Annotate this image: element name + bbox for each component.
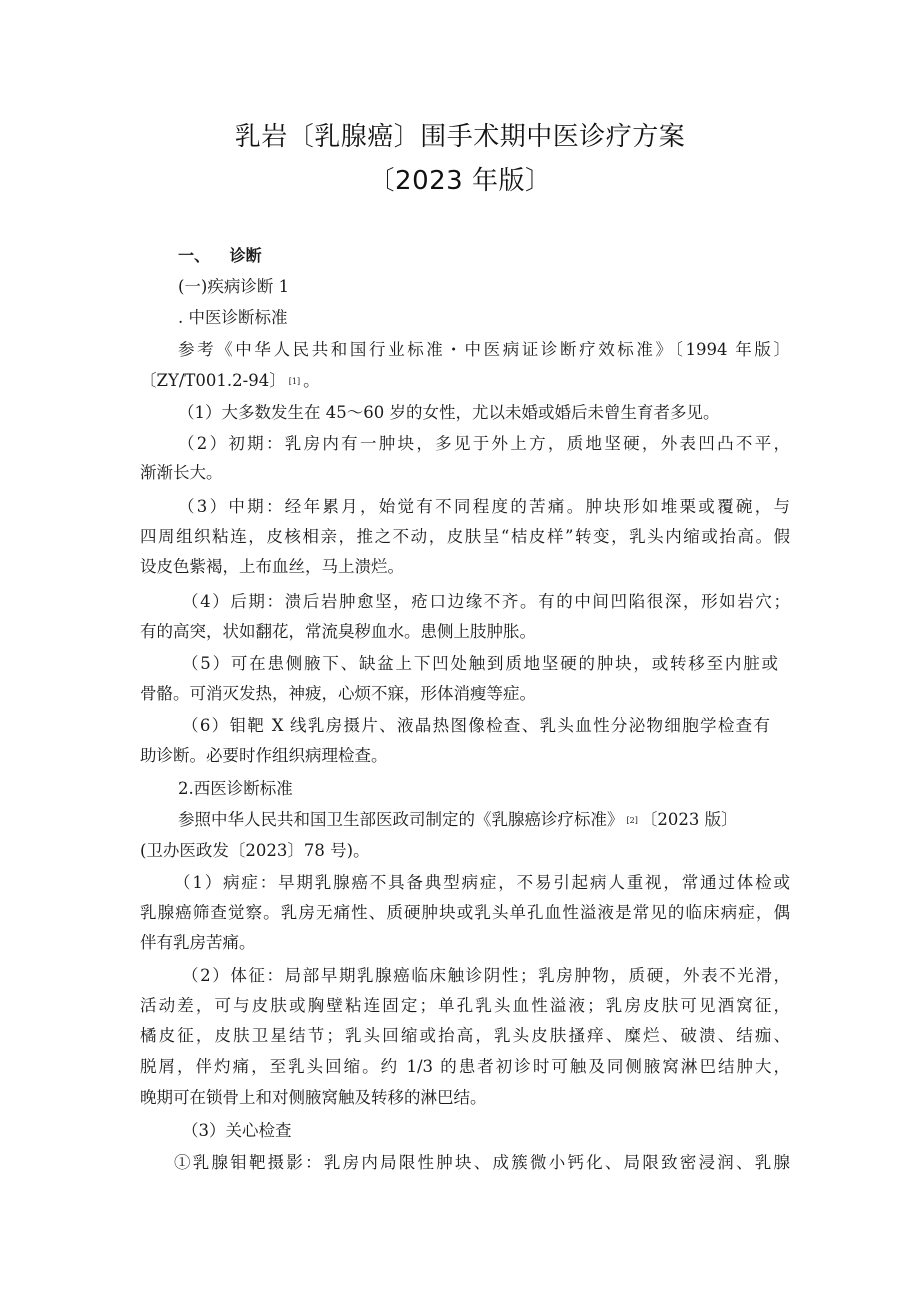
section-heading-diagnosis: [178, 246, 828, 266]
document-subtitle: 〔2023 年版〕: [368, 166, 552, 196]
tcm-reference-end: 。: [303, 371, 320, 390]
western-item-1-line-3: 伴有乳房苦痛。: [140, 933, 256, 952]
western-item-2-line-5: 晚期可在锁骨上和对侧腋窝触及转移的淋巴结。: [140, 1088, 487, 1107]
western-reference-text: 参照中华人民共和国卫生部医政司制定的《乳腺癌诊疗标准》: [178, 810, 624, 829]
document-title: 乳岩〔乳腺癌〕围手术期中医诊疗方案: [234, 122, 686, 152]
tcm-item-3-line-2: 四周组织粘连，皮核相亲，推之不动，皮肤呈“桔皮样”转变，乳头内缩或抬高。假: [140, 527, 790, 546]
western-reference-edition: 〔2023 版〕: [640, 810, 738, 829]
western-item-1-line-1: （1）病症：早期乳腺癌不具备典型病症，不易引起病人重视，常通过体检或: [174, 873, 790, 892]
citation-mark: [1]: [288, 377, 301, 386]
tcm-item-2-line-2: 渐渐长大。: [140, 463, 223, 482]
tcm-item-5-line-2: 骨骼。可消灭发热，神疲，心烦不寐，形体消瘦等症。: [140, 684, 536, 703]
tcm-item-6-line-1: （6）钼靶 X 线乳房摄片、液晶热图像检查、乳头血性分泌物细胞学检查有: [182, 716, 770, 735]
western-item-3: （3）关心检查: [182, 1121, 292, 1140]
subsection-tcm-standard: . 中医诊断标准: [178, 308, 288, 327]
western-item-1-line-2: 乳腺癌筛查觉察。乳房无痛性、质硬肿块或乳头单孔血性溢液是常见的临床病症，偶: [140, 903, 790, 922]
tcm-item-3-line-1: （3）中期：经年累月，始觉有不同程度的苦痛。肿块形如堆栗或覆碗，与: [178, 497, 790, 516]
western-item-2-line-4: 脱屑，伴灼痛，至乳头回缩。约 1/3 的患者初诊时可触及同侧腋窝淋巴结肿大，: [140, 1057, 790, 1076]
tcm-item-2-line-1: （2）初期：乳房内有一肿块，多见于外上方，质地坚硬，外表凹凸不平，: [178, 434, 790, 453]
western-item-3-1: ①乳腺钼靶摄影：乳房内局限性肿块、成簇微小钙化、局限致密浸润、乳腺: [174, 1153, 790, 1172]
tcm-reference-code-text: 〔ZY/T001.2-94〕: [140, 371, 286, 390]
western-reference-code: (卫办医政发〔2023〕78 号)。: [140, 841, 370, 860]
citation-mark: [2]: [626, 816, 638, 825]
tcm-item-5-line-1: （5）可在患侧腋下、缺盆上下凹处触到质地坚硬的肿块，或转移至内脏或: [182, 654, 778, 673]
tcm-reference-line: 参考《中华人民共和国行业标准・中医病证诊断疗效标准》〔1994 年版〕: [178, 340, 790, 359]
tcm-item-4-line-2: 有的高突，状如翻花，常流臭秽血水。患侧上肢肿胀。: [140, 622, 536, 641]
western-reference-line: [178, 810, 790, 831]
tcm-item-3-line-3: 设皮色紫褐，上布血丝，马上溃烂。: [140, 557, 404, 576]
western-item-2-line-1: （2）体征：局部早期乳腺癌临床触诊阴性；乳房肿物，质硬，外表不光滑，: [182, 966, 790, 985]
tcm-item-1: （1）大多数发生在 45～60 岁的女性，尤以未婚或婚后未曾生育者多见。: [178, 403, 720, 422]
tcm-reference-code: [140, 371, 790, 392]
western-item-2-line-2: 活动差，可与皮肤或胸壁粘连固定；单孔乳头血性溢液；乳房皮肤可见酒窝征，: [140, 996, 790, 1015]
section-number: 一、: [178, 246, 211, 265]
tcm-item-6-line-2: 助诊断。必要时作组织病理检查。: [140, 746, 388, 765]
subsection-disease-diagnosis: (一)疾病诊断 1: [178, 277, 290, 296]
section-label: 诊断: [229, 246, 262, 265]
western-item-2-line-3: 橘皮征，皮肤卫星结节；乳头回缩或抬高，乳头皮肤搔痒、糜烂、破溃、结痂、: [140, 1026, 790, 1045]
subsection-western-standard: 2.西医诊断标准: [178, 779, 293, 798]
tcm-item-4-line-1: （4）后期：溃后岩肿愈坚，疮口边缘不齐。有的中间凹陷很深，形如岩穴；: [182, 592, 790, 611]
